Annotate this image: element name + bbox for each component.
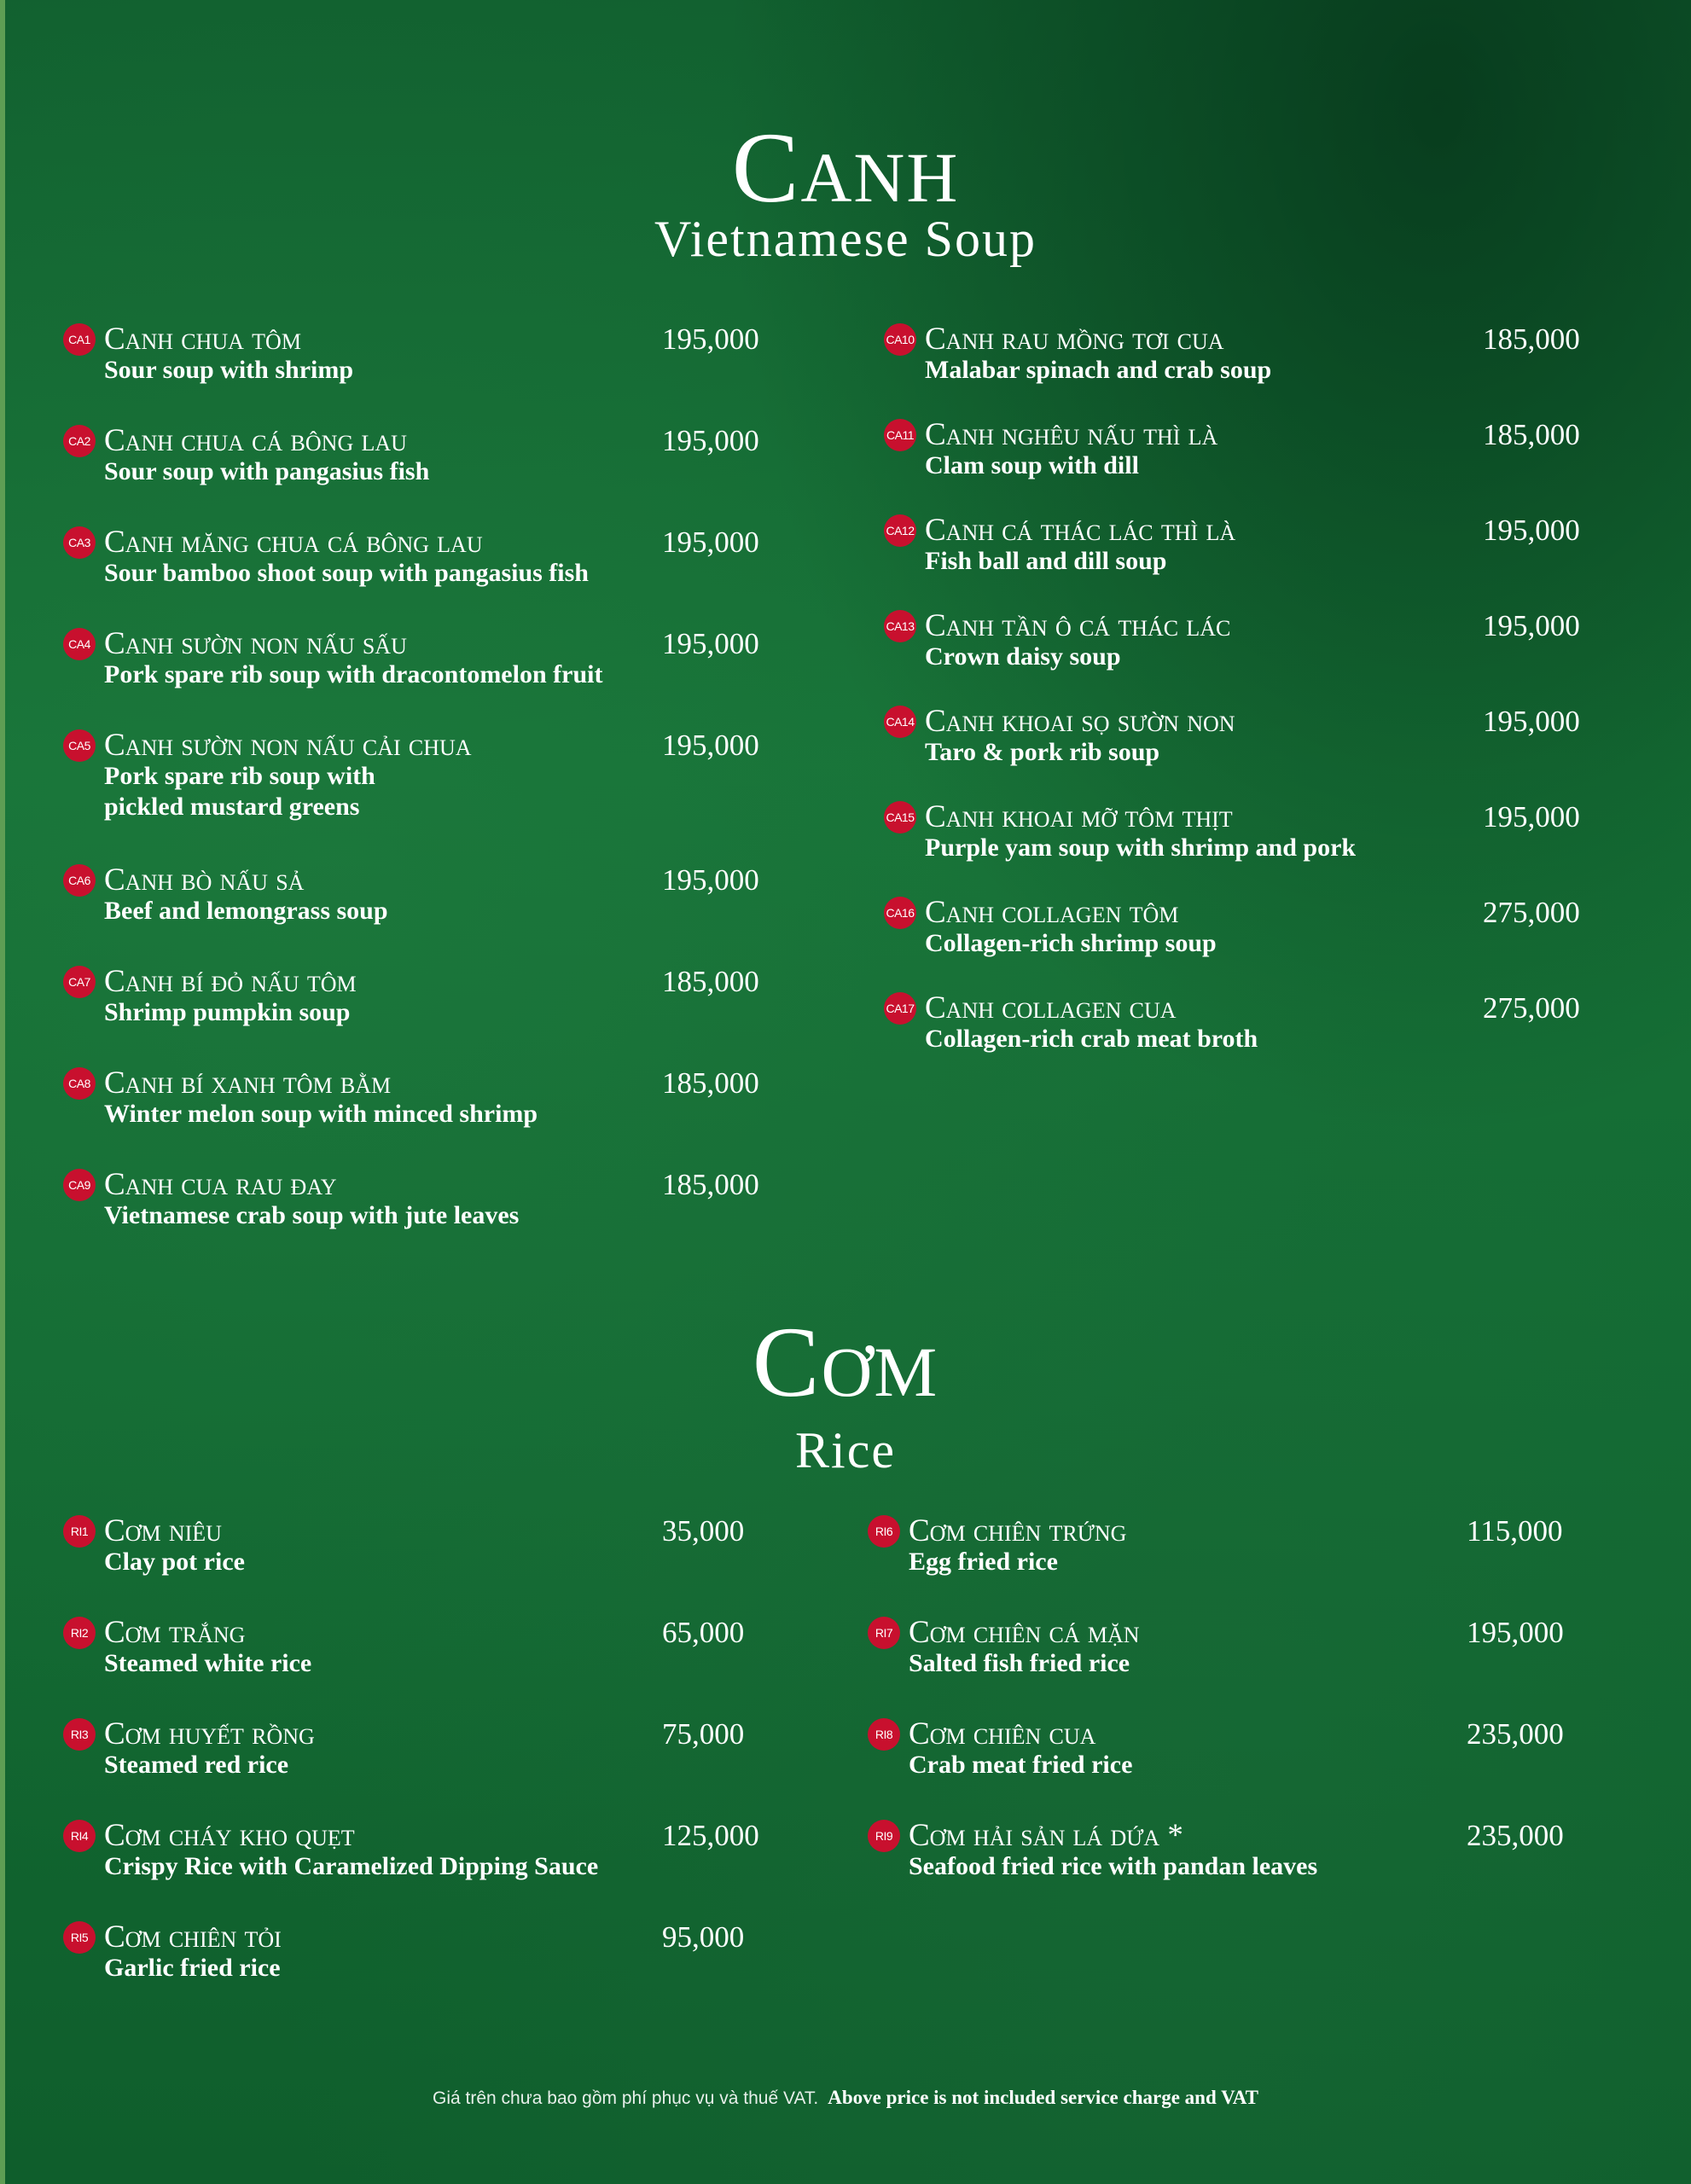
footer-note-english: Above price is not included service charge and VAT	[828, 2087, 1258, 2108]
item-code-badge: RI2	[63, 1617, 96, 1649]
item-description: Clay pot rice	[104, 1548, 245, 1576]
item-code-badge: CA1	[63, 323, 96, 356]
item-price: 195,000	[662, 863, 759, 897]
item-name: Canh sườn non nấu cải chua	[104, 728, 472, 763]
item-price: 195,000	[1467, 1616, 1564, 1649]
canh-section-title: Canh	[731, 112, 960, 224]
item-name: Canh collagen tôm	[925, 895, 1179, 930]
com-section-subtitle: Rice	[795, 1422, 896, 1478]
item-name: Cơm chiên trứng	[909, 1513, 1127, 1548]
item-price: 195,000	[1483, 609, 1580, 642]
item-description: Beef and lemongrass soup	[104, 897, 388, 925]
item-description: Purple yam soup with shrimp and pork	[925, 834, 1357, 862]
item-price: 115,000	[1467, 1514, 1563, 1548]
item-name: Canh chua tôm	[104, 322, 301, 357]
canh-section-subtitle: Vietnamese Soup	[654, 211, 1037, 267]
item-name: Canh măng chua cá bông lau	[104, 525, 483, 560]
item-price: 185,000	[1483, 322, 1580, 356]
item-price: 95,000	[662, 1920, 745, 1954]
item-name: Cơm niêu	[104, 1513, 222, 1548]
item-code-badge: CA10	[884, 323, 916, 356]
item-code-badge: RI9	[868, 1820, 900, 1852]
item-code-badge: CA11	[884, 419, 916, 451]
item-name: Canh cá thác lác thì là	[925, 513, 1236, 548]
item-description: Clam soup with dill	[925, 451, 1139, 479]
item-price: 195,000	[1483, 800, 1580, 834]
item-price: 125,000	[662, 1819, 759, 1852]
item-description: Pork spare rib soup with dracontomelon fruit	[104, 660, 603, 688]
item-price: 195,000	[1483, 514, 1580, 547]
item-price: 235,000	[1467, 1819, 1564, 1852]
item-code-badge: RI7	[868, 1617, 900, 1649]
item-name: Canh bò nấu sả	[104, 863, 305, 897]
item-description: Garlic fried rice	[104, 1954, 281, 1982]
item-code-badge: CA12	[884, 514, 916, 547]
item-description: Steamed white rice	[104, 1649, 312, 1677]
item-description: Vietnamese crab soup with jute leaves	[104, 1201, 520, 1229]
item-description: Crab meat fried rice	[909, 1751, 1133, 1779]
item-code-badge: CA6	[63, 864, 96, 897]
item-price: 185,000	[662, 1168, 759, 1201]
item-name: Canh khoai sọ sườn non	[925, 704, 1235, 739]
item-price: 75,000	[662, 1717, 745, 1751]
item-price: 195,000	[662, 729, 759, 762]
item-code-badge: CA4	[63, 628, 96, 660]
com-right-column	[868, 1513, 1618, 1888]
item-name: Canh khoai mỡ tôm thịt	[925, 799, 1233, 834]
item-name: Canh cua rau đay	[104, 1167, 337, 1202]
item-description: Steamed red rice	[104, 1751, 289, 1779]
item-name: Cơm chiên cua	[909, 1716, 1096, 1751]
item-price: 195,000	[1483, 705, 1580, 738]
item-description: Crispy Rice with Caramelized Dipping Sauce	[104, 1852, 599, 1880]
canh-left-column	[63, 321, 780, 1259]
item-name: Canh collagen cua	[925, 990, 1177, 1025]
item-code-badge: RI5	[63, 1921, 96, 1954]
item-description: Crown daisy soup	[925, 642, 1121, 671]
item-price: 185,000	[1483, 418, 1580, 451]
item-name: Cơm cháy kho quẹt	[104, 1818, 355, 1853]
item-price: 195,000	[662, 526, 759, 559]
item-code-badge: CA9	[63, 1169, 96, 1201]
item-name: Canh bí xanh tôm bằm	[104, 1066, 392, 1101]
item-description: Collagen-rich crab meat broth	[925, 1025, 1258, 1053]
item-price: 35,000	[662, 1514, 745, 1548]
item-description: Egg fried rice	[909, 1548, 1058, 1576]
item-code-badge: RI4	[63, 1820, 96, 1852]
item-description: Taro & pork rib soup	[925, 738, 1160, 766]
item-description: Sour soup with shrimp	[104, 356, 354, 384]
item-code-badge: RI1	[63, 1515, 96, 1548]
item-name: Canh rau mồng tơi cua	[925, 322, 1224, 357]
item-code-badge: CA2	[63, 425, 96, 457]
item-description: Sour soup with pangasius fish	[104, 457, 430, 485]
item-name: Canh chua cá bông lau	[104, 423, 407, 458]
item-code-badge: CA5	[63, 729, 96, 762]
item-name: Canh sườn non nấu sấu	[104, 626, 407, 661]
item-name: Canh bí đỏ nấu tôm	[104, 964, 357, 999]
item-description: Pork spare rib soup with pickled mustard greens	[104, 762, 375, 821]
footer-note	[0, 2085, 1691, 2111]
item-description: Fish ball and dill soup	[925, 547, 1167, 575]
item-code-badge: CA13	[884, 610, 916, 642]
item-code-badge: CA16	[884, 897, 916, 929]
item-name: Cơm trắng	[104, 1615, 246, 1650]
item-code-badge: CA7	[63, 966, 96, 998]
item-name: Cơm hải sản lá dứa *	[909, 1818, 1183, 1853]
left-edge-rule	[0, 0, 5, 2184]
item-description: Malabar spinach and crab soup	[925, 356, 1272, 384]
item-name: Canh nghêu nấu thì là	[925, 417, 1218, 452]
item-description: Collagen-rich shrimp soup	[925, 929, 1217, 957]
item-code-badge: RI8	[868, 1718, 900, 1751]
item-price: 65,000	[662, 1616, 745, 1649]
com-section-title: Cơm	[752, 1306, 939, 1418]
com-left-column	[63, 1513, 780, 1990]
item-price: 275,000	[1483, 991, 1580, 1025]
item-code-badge: CA14	[884, 706, 916, 738]
item-name: Cơm chiên cá mặn	[909, 1615, 1140, 1650]
item-description: Winter melon soup with minced shrimp	[104, 1100, 538, 1128]
item-price: 195,000	[662, 627, 759, 660]
item-description: Salted fish fried rice	[909, 1649, 1130, 1677]
footer-note-vietnamese: Giá trên chưa bao gồm phí phục vụ và thuế VAT.	[433, 2088, 819, 2108]
canh-right-column	[884, 321, 1618, 1072]
item-description: Sour bamboo shoot soup with pangasius fish	[104, 559, 589, 587]
item-code-badge: RI6	[868, 1515, 900, 1548]
item-price: 195,000	[662, 424, 759, 457]
item-price: 185,000	[662, 1066, 759, 1100]
item-price: 235,000	[1467, 1717, 1564, 1751]
item-price: 275,000	[1483, 896, 1580, 929]
item-price: 195,000	[662, 322, 759, 356]
item-name: Cơm huyết rồng	[104, 1716, 315, 1751]
item-name: Canh tần ô cá thác lác	[925, 608, 1231, 643]
item-price: 185,000	[662, 965, 759, 998]
item-code-badge: CA8	[63, 1067, 96, 1100]
item-description: Seafood fried rice with pandan leaves	[909, 1852, 1318, 1880]
item-code-badge: CA3	[63, 526, 96, 559]
item-description: Shrimp pumpkin soup	[104, 998, 351, 1026]
item-code-badge: CA15	[884, 801, 916, 834]
item-code-badge: CA17	[884, 992, 916, 1025]
item-name: Cơm chiên tỏi	[104, 1920, 282, 1955]
item-code-badge: RI3	[63, 1718, 96, 1751]
